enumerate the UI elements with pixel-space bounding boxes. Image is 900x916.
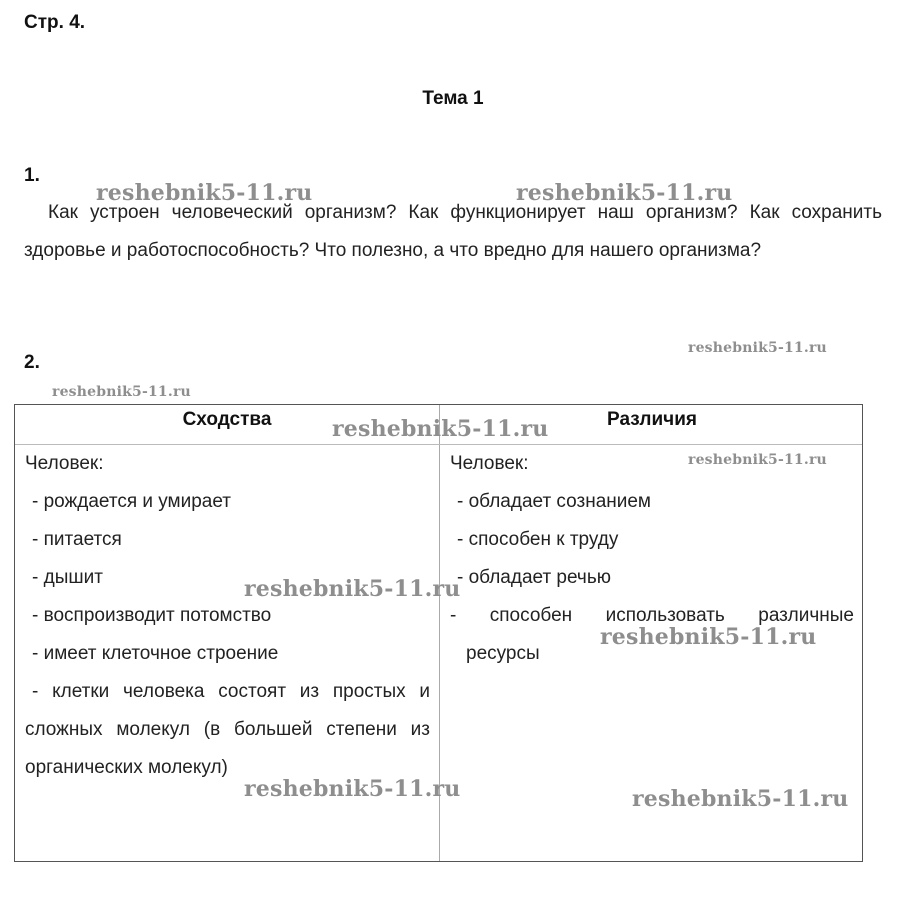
similarity-item: - дышит <box>32 567 103 588</box>
watermark: reshebnik5-11.ru <box>632 786 849 812</box>
similarities-column <box>25 445 430 787</box>
watermark: reshebnik5-11.ru <box>688 452 827 468</box>
task-1-number: 1. <box>24 165 40 186</box>
watermark: reshebnik5-11.ru <box>516 180 733 206</box>
similarity-item: - рождается и умирает <box>32 491 232 512</box>
watermark: reshebnik5-11.ru <box>600 624 817 650</box>
similarity-item: - имеет клеточное строение <box>32 643 279 664</box>
watermark: reshebnik5-11.ru <box>52 384 191 400</box>
similarity-item: - воспроизводит потомство <box>32 605 272 626</box>
similarity-item: - клетки человека состоят из простых и сложных молекул (в большей степени из органических молекул) <box>25 681 430 778</box>
header-similarities: Сходства <box>182 409 272 430</box>
watermark: reshebnik5-11.ru <box>332 416 549 442</box>
task-1-text: Как устроен человеческий организм? Как функционирует наш организм? Как сохранить здоровье и работоспособность? Что полезно, а что вредно для нашего организма? <box>24 202 882 261</box>
differences-subject: Человек: <box>450 453 529 474</box>
similarity-item: - питается <box>32 529 122 550</box>
watermark: reshebnik5-11.ru <box>244 576 461 602</box>
watermark: reshebnik5-11.ru <box>244 776 461 802</box>
difference-item-head: - способен использовать различные <box>450 605 854 626</box>
watermark: reshebnik5-11.ru <box>688 340 827 356</box>
task-2-number: 2. <box>24 352 40 373</box>
header-differences: Различия <box>607 409 697 430</box>
difference-item: - обладает речью <box>457 567 611 588</box>
page-number: Стр. 4. <box>24 12 86 33</box>
similarities-subject: Человек: <box>25 453 104 474</box>
difference-item-tail: ресурсы <box>466 643 540 664</box>
topic-title: Тема 1 <box>422 88 484 109</box>
difference-item: - обладает сознанием <box>457 491 651 512</box>
difference-item: - способен к труду <box>457 529 619 550</box>
watermark: reshebnik5-11.ru <box>96 180 313 206</box>
